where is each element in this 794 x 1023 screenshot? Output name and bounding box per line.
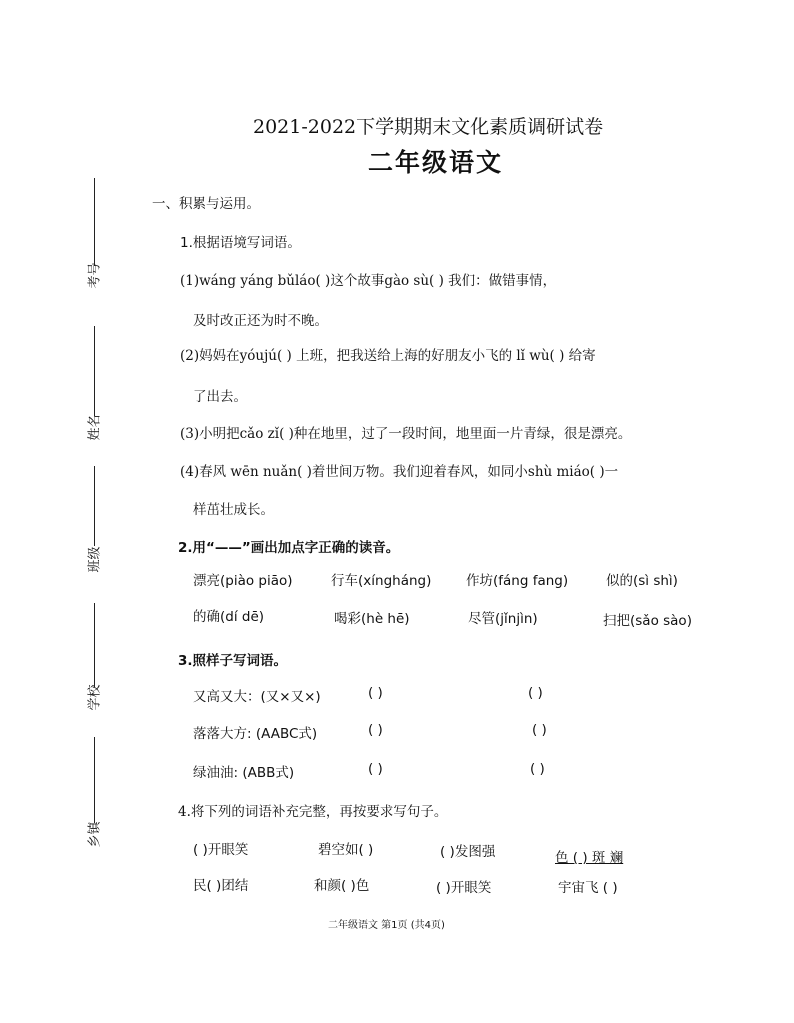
q3-row-3-label: 绿油油: (ABB式) <box>193 765 295 781</box>
q4-item-6: 和颜( )色 <box>314 878 370 894</box>
exam-title: 2021-2022下学期期末文化素质调研试卷 <box>253 116 604 138</box>
q1-line-2: 及时改正还为时不晚。 <box>193 313 328 329</box>
margin-line-5 <box>94 737 95 823</box>
q3-row-1-blank-1: ( ) <box>368 685 383 701</box>
q2-item-7: 尽管(jǐnjìn) <box>468 611 538 627</box>
q1-line-5: (3)小明把cǎo zǐ( )种在地里，过了一段时间，地里面一片青绿，很是漂亮。 <box>180 426 632 442</box>
q2-item-4: 似的(sì shì) <box>606 573 678 589</box>
margin-line-2 <box>94 326 95 416</box>
page-footer: 二年级语文 第1页 (共4页) <box>328 920 445 931</box>
margin-label-name: 姓名 <box>87 414 103 441</box>
q2-item-3: 作坊(fáng fang) <box>466 573 569 589</box>
q1-line-3: (2)妈妈在yóujú( ) 上班，把我送给上海的好朋友小飞的 lǐ wù( ) 给寄 <box>180 348 596 364</box>
q4-item-7: ( )开眼笑 <box>436 880 492 896</box>
q3-row-2-blank-1: ( ) <box>368 722 383 738</box>
q1-title: 1.根据语境写词语。 <box>180 235 301 251</box>
q4-item-8: 宇宙飞 ( ) <box>558 880 618 896</box>
margin-line-3 <box>94 466 95 546</box>
exam-subject-title: 二年级语文 <box>368 148 504 177</box>
q2-item-1: 漂亮(piào piāo) <box>193 573 293 589</box>
q3-row-3-blank-1: ( ) <box>368 761 383 777</box>
q2-item-8: 扫把(sǎo sào) <box>603 613 692 629</box>
q4-item-5: 民( )团结 <box>193 878 249 894</box>
q2-item-5: 的确(dí dē) <box>193 609 265 625</box>
q4-item-4: 色 ( ) 斑 斓 <box>555 850 624 866</box>
q4-title: 4.将下列的词语补充完整，再按要求写句子。 <box>178 804 448 820</box>
q4-item-2: 碧空如( ) <box>318 842 374 858</box>
margin-label-school: 学校 <box>87 684 103 711</box>
q3-row-1-blank-2: ( ) <box>528 685 543 701</box>
section-heading: 一、积累与运用。 <box>152 196 260 212</box>
q1-line-4: 了出去。 <box>193 389 247 405</box>
margin-line-4 <box>94 603 95 687</box>
q2-title: 2.用“——”画出加点字正确的读音。 <box>178 540 400 556</box>
q3-row-2-label: 落落大方: (AABC式) <box>193 726 318 742</box>
q3-row-2-blank-2: ( ) <box>532 722 547 738</box>
q1-line-1: (1)wáng yáng bǔláo( )这个故事gào sù( ) 我们：做错事情， <box>180 273 557 289</box>
margin-label-exam-number: 考号 <box>87 262 103 289</box>
q2-item-6: 喝彩(hè hē) <box>334 611 410 627</box>
q1-line-6: (4)春风 wēn nuǎn( )着世间万物。我们迎着春风，如同小shù miáo( )一 <box>180 464 619 480</box>
q1-line-7: 样茁壮成长。 <box>193 502 274 518</box>
q3-row-1-label: 又高又大：(又×又×) <box>193 689 321 705</box>
q4-item-1: ( )开眼笑 <box>193 842 249 858</box>
q3-row-3-blank-2: ( ) <box>530 761 545 777</box>
margin-label-class: 班级 <box>87 546 103 573</box>
margin-label-township: 乡镇 <box>87 821 103 848</box>
q2-item-2: 行车(xíngháng) <box>331 573 432 589</box>
q3-title: 3.照样子写词语。 <box>178 653 288 669</box>
margin-line-1 <box>94 178 95 266</box>
q4-item-3: ( )发图强 <box>440 844 496 860</box>
